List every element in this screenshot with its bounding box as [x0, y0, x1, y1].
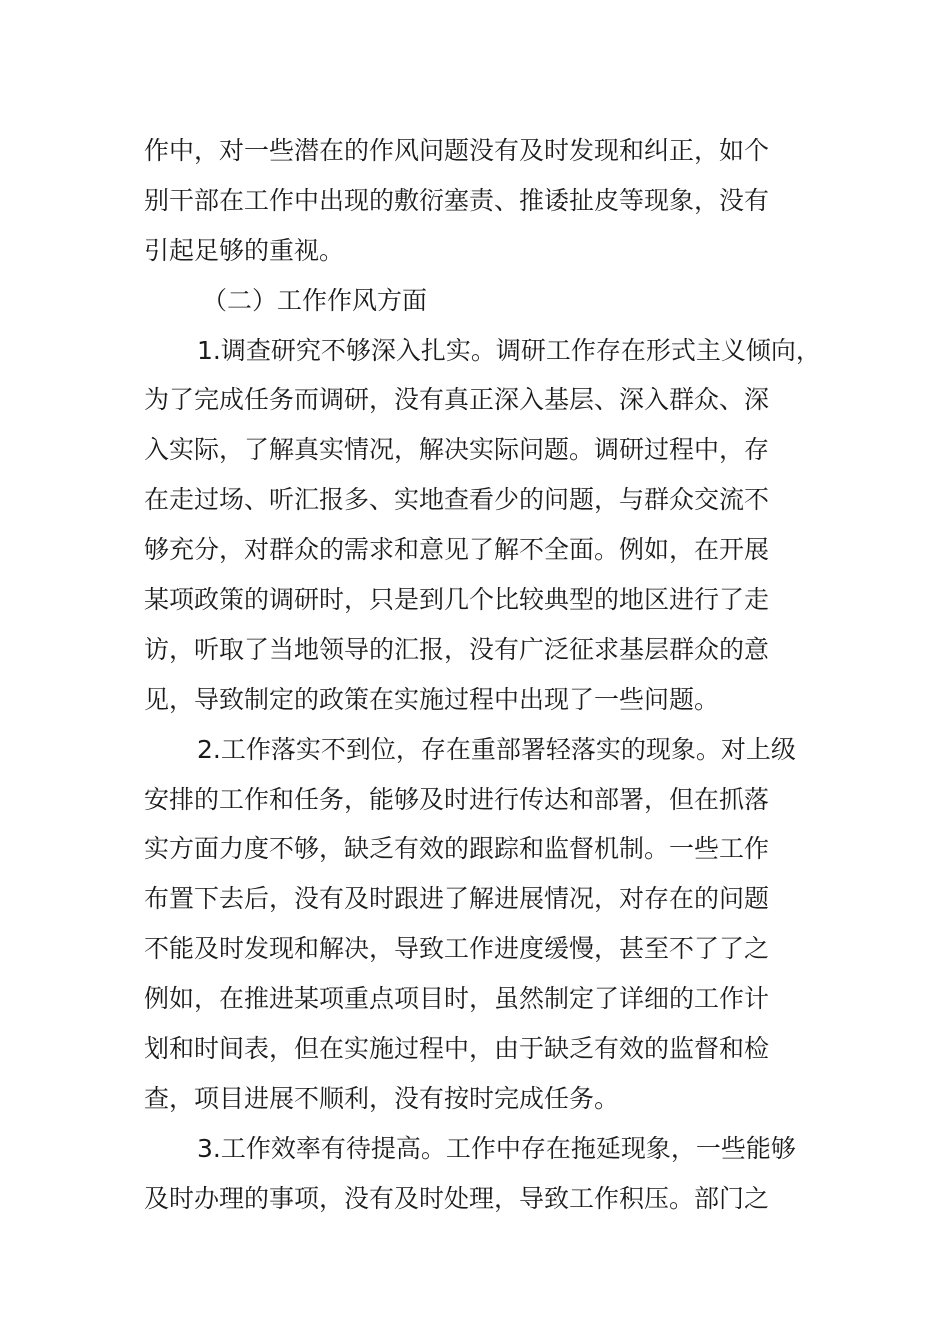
text-line: 某项政策的调研时，只是到几个比较典型的地区进行了走 [144, 585, 770, 615]
text-line: 访，听取了当地领导的汇报，没有广泛征求基层群众的意 [144, 634, 770, 664]
text-line: 不能及时发现和解决，导致工作进度缓慢，甚至不了了之 [144, 934, 770, 964]
text-line: 实方面力度不够，缺乏有效的跟踪和监督机制。一些工作 [144, 834, 770, 864]
document-body [144, 126, 834, 1224]
text-line: 作中，对一些潜在的作风问题没有及时发现和纠正，如个 [144, 136, 770, 165]
text-line: 布置下去后，没有及时跟进了解进展情况，对存在的问题 [144, 884, 770, 914]
text-line: 安排的工作和任务，能够及时进行传达和部署，但在抓落 [144, 784, 770, 814]
text-line: 及时办理的事项，没有及时处理，导致工作积压。部门之 [144, 1183, 770, 1213]
paragraph-start: 2.工作落实不到位，存在重部署轻落实的现象。对上级 [197, 734, 796, 764]
text-line: 查，项目进展不顺利，没有按时完成任务。 [144, 1083, 620, 1113]
text-line: 引起足够的重视。 [144, 235, 345, 265]
text-line: 在走过场、听汇报多、实地查看少的问题，与群众交流不 [144, 485, 770, 515]
text-line: 别干部在工作中出现的敷衍塞责、推诿扯皮等现象，没有 [144, 185, 770, 215]
text-line: 划和时间表，但在实施过程中，由于缺乏有效的监督和检 [144, 1034, 770, 1064]
text-line: 见，导致制定的政策在实施过程中出现了一些问题。 [144, 684, 720, 714]
text-line: 为了完成任务而调研，没有真正深入基层、深入群众、深 [144, 385, 770, 415]
paragraph-start: 1.调查研究不够深入扎实。调研工作存在形式主义倾向， [197, 335, 821, 365]
text-line: 入实际，了解真实情况，解决实际问题。调研过程中，存 [144, 435, 770, 465]
text-line: 够充分，对群众的需求和意见了解不全面。例如，在开展 [144, 535, 770, 565]
section-heading: （二）工作作风方面 [202, 285, 428, 315]
paragraph-start: 3.工作效率有待提高。工作中存在拖延现象，一些能够 [197, 1133, 796, 1163]
text-line: 例如，在推进某项重点项目时，虽然制定了详细的工作计 [144, 984, 770, 1014]
